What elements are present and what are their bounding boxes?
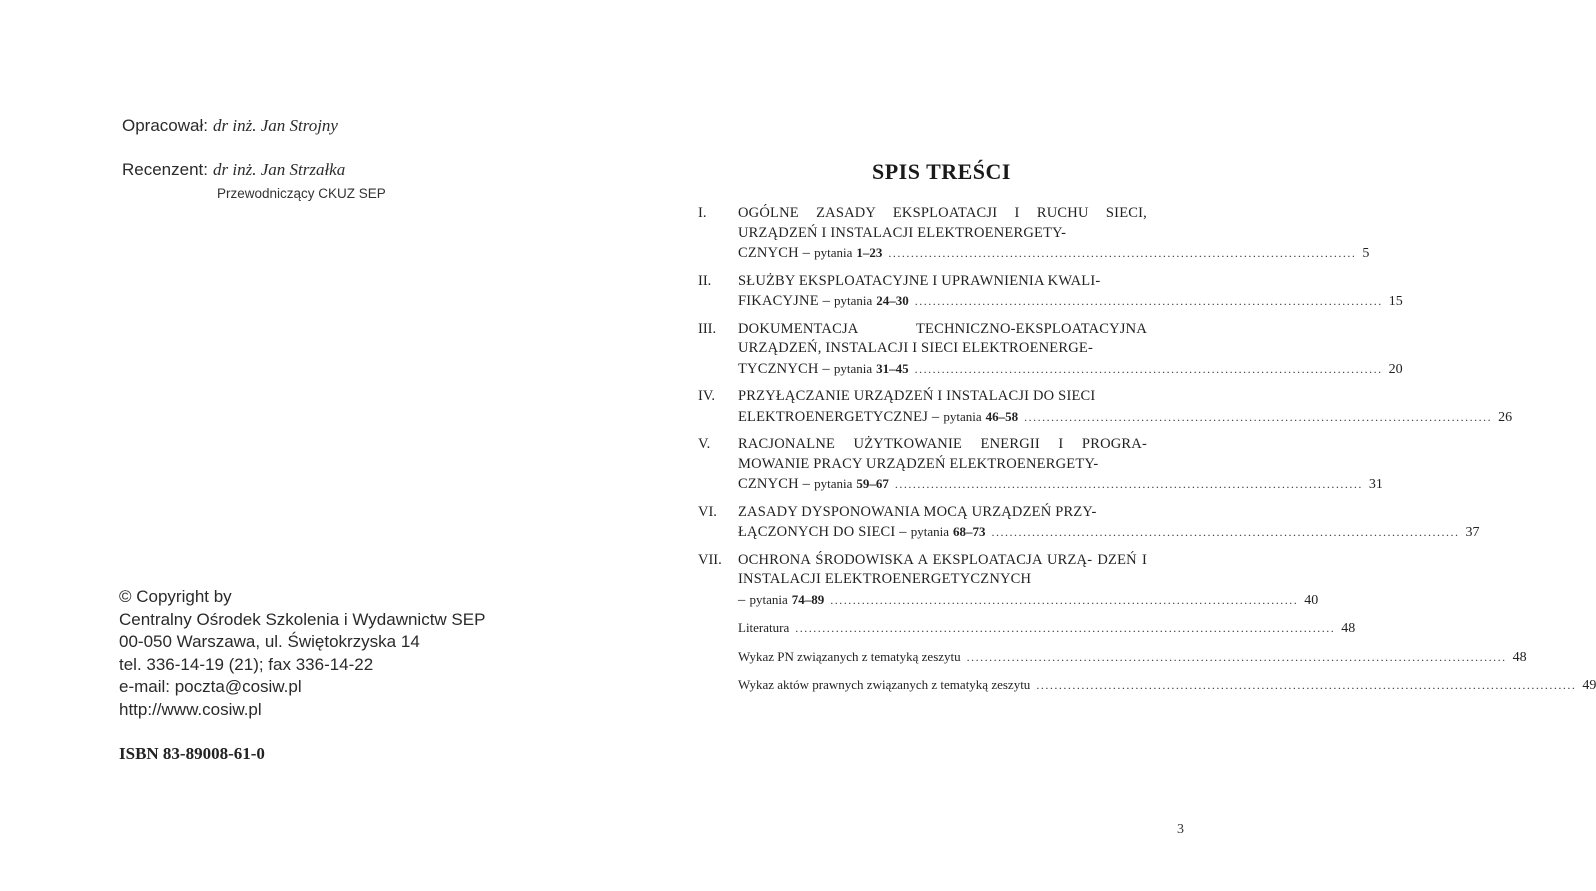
publisher-phone: tel. 336-14-19 (21); fax 336-14-22 [119, 654, 374, 674]
toc-entry-4 [698, 387, 1513, 427]
chapter-title-end: TYCZNYCH – [738, 360, 830, 377]
minor-entry-title: Wykaz aktów prawnych związanych z tematyką zeszytu [738, 677, 1031, 692]
author-label: Opracował: [122, 116, 208, 135]
dot-leader: ........................................................................................................ [991, 525, 1460, 539]
chapter-title: SŁUŻBY EKSPLOATACYJNE I UPRAWNIENIA KWALI- [738, 272, 1101, 289]
minor-entry-title: Wykaz PN związanych z tematyką zeszytu [738, 648, 961, 664]
chapter-number: V. [698, 436, 711, 452]
questions-label: pytania [814, 476, 853, 491]
questions-range: 59–67 [856, 476, 889, 491]
chapter-title: ZASADY DYSPONOWANIA MOCĄ URZĄDZEŃ PRZY- [738, 503, 1097, 520]
dot-leader: ........................................................................................................................ [795, 621, 1336, 635]
questions-label: pytania [834, 293, 873, 308]
chapter-title-end: ELEKTROENERGETYCZNEJ – [738, 408, 940, 425]
questions-label: pytania [943, 408, 982, 424]
dot-leader: ........................................................................................................ [888, 246, 1357, 260]
right-page [620, 0, 1596, 891]
toc-entry-wykaz-aktow [698, 675, 1596, 696]
toc-entry-literatura [698, 618, 1356, 639]
chapter-title-end: – [738, 591, 746, 608]
page-number: 40 [1304, 592, 1319, 608]
publisher-name: Centralny Ośrodek Szkolenia i Wydawnictw SEP [119, 609, 486, 629]
reviewer-role: Przewodniczący CKUZ SEP [217, 186, 386, 201]
reviewer-name: dr inż. Jan Strzałka [213, 160, 346, 179]
dot-leader: ........................................................................................................ [914, 361, 1383, 376]
dot-leader: ........................................................................................................ [894, 477, 1363, 491]
page-number: 37 [1465, 525, 1480, 540]
toc-entry-7 [698, 551, 1319, 611]
reviewer-label: Recenzent: [122, 160, 208, 179]
chapter-number: III. [698, 320, 717, 337]
page-number: 48 [1341, 621, 1356, 636]
chapter-title: RACJONALNE UŻYTKOWANIE ENERGII I PROGRA- MOWANIE PRACY URZĄDZEŃ ELEKTROENERGETY- [738, 436, 1147, 472]
toc-entry-1 [698, 204, 1370, 264]
questions-label: pytania [833, 360, 873, 376]
table-of-contents [698, 204, 1596, 704]
author-name: dr inż. Jan Strojny [212, 116, 338, 135]
dot-leader: ........................................................................................................................ [966, 649, 1507, 664]
toc-entry-2 [698, 272, 1403, 312]
chapter-number: II. [698, 272, 712, 289]
page-number: 26 [1498, 409, 1513, 425]
questions-range: 68–73 [953, 524, 986, 539]
chapter-title-end: ŁĄCZONYCH DO SIECI – [738, 524, 907, 540]
questions-label: pytania [814, 245, 853, 260]
questions-range: 24–30 [876, 293, 909, 308]
reviewer-credit [122, 160, 345, 180]
questions-label: pytania [910, 524, 949, 539]
chapter-title: OGÓLNE ZASADY EKSPLOATACJI I RUCHU SIECI, URZĄDZEŃ I INSTALACJI ELEKTROENERGETY- [738, 205, 1147, 241]
chapter-number: VII. [698, 551, 722, 568]
author-credit [122, 116, 338, 136]
chapter-title: OCHRONA ŚRODOWISKA A EKSPLOATACJA URZĄ- DZEŃ I INSTALACJI ELEKTROENERGETYCZNYCH [738, 551, 1147, 587]
copyright-line: © Copyright by [119, 587, 232, 606]
page-number: 49 [1582, 678, 1596, 693]
left-page [0, 0, 620, 891]
page-number: 5 [1362, 246, 1370, 261]
minor-entry-title: Literatura [738, 620, 790, 635]
chapter-title: DOKUMENTACJA TECHNICZNO-EKSPLOATACYJNA URZĄDZEŃ, INSTALACJI I SIECI ELEKTROENERGE- [738, 320, 1147, 356]
page-number: 20 [1388, 361, 1403, 377]
publisher-address: 00-050 Warszawa, ul. Świętokrzyska 14 [119, 632, 420, 651]
chapter-number: IV. [698, 388, 716, 404]
chapter-title: PRZYŁĄCZANIE URZĄDZEŃ I INSTALACJI DO SIECI [738, 388, 1096, 404]
dot-leader: ........................................................................................................ [830, 592, 1299, 607]
toc-entry-5 [698, 435, 1383, 495]
toc-title: SPIS TREŚCI [872, 159, 1011, 184]
dot-leader: ........................................................................................................................ [1036, 678, 1577, 692]
isbn: ISBN 83-89008-61-0 [119, 744, 265, 763]
dot-leader: ........................................................................................................ [1024, 409, 1493, 424]
publisher-email: e-mail: poczta@cosiw.pl [119, 677, 302, 696]
page-number-footer: 3 [1177, 822, 1184, 837]
page-number: 31 [1368, 477, 1383, 492]
questions-label: pytania [749, 591, 788, 607]
toc-entry-3 [698, 320, 1403, 380]
chapter-title-end: CZNYCH – [738, 245, 811, 261]
questions-range: 74–89 [791, 591, 825, 607]
dot-leader: ........................................................................................................ [914, 294, 1383, 308]
chapter-number: VI. [698, 503, 717, 520]
questions-range: 31–45 [876, 360, 909, 376]
chapter-title-end: FIKACYJNE – [738, 293, 831, 309]
toc-entry-6 [698, 503, 1480, 543]
chapter-title-end: CZNYCH – [738, 476, 811, 492]
questions-range: 46–58 [985, 408, 1019, 424]
page-number: 15 [1388, 294, 1403, 309]
toc-entry-wykaz-pn [698, 647, 1527, 668]
questions-range: 1–23 [856, 245, 883, 260]
publisher-website: http://www.cosiw.pl [119, 699, 262, 719]
copyright-block [119, 586, 485, 721]
page-number: 48 [1512, 649, 1527, 665]
chapter-number: I. [698, 205, 707, 221]
